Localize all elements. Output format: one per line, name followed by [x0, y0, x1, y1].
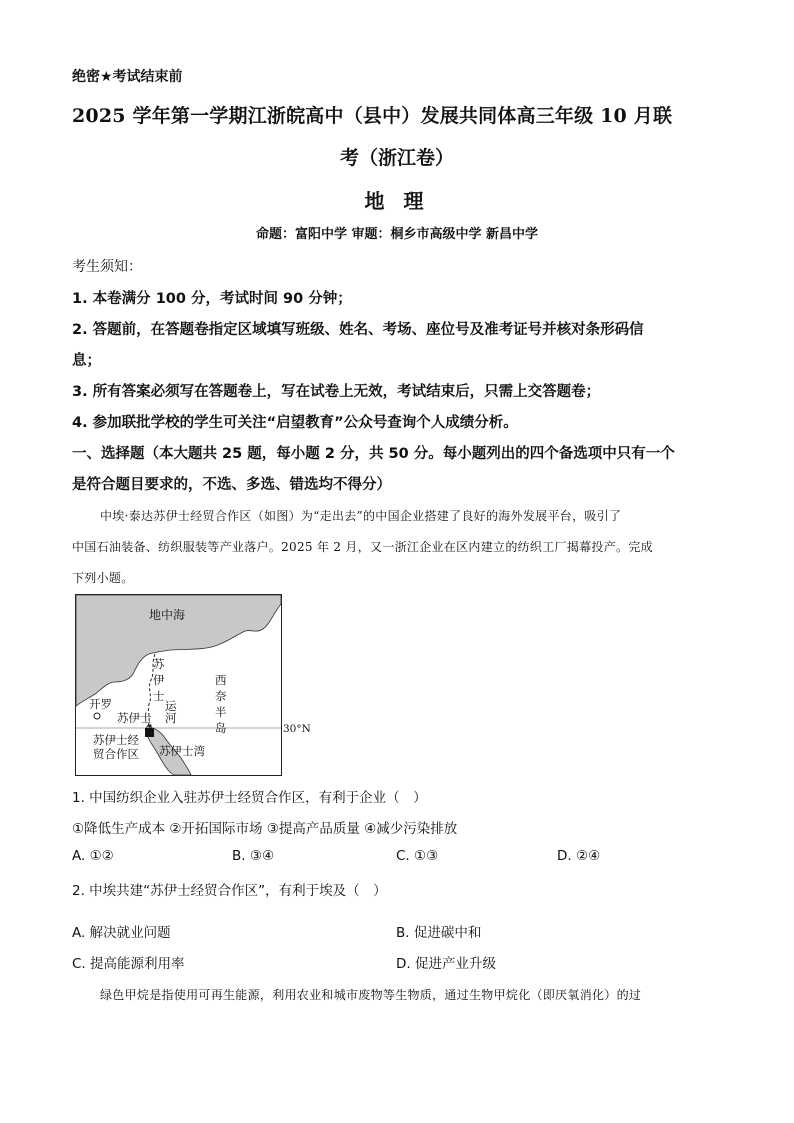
notice-item-2-cont: 息； — [72, 353, 101, 369]
label-canal-4: 运 — [165, 699, 177, 713]
q1-items: ①降低生产成本 ②开拓国际市场 ③提高产品质量 ④减少污染排放 — [72, 821, 458, 837]
label-canal-5: 河 — [165, 711, 177, 725]
label-zone-1: 苏伊士经 — [93, 733, 139, 747]
notice-item-1: 1. 本卷满分 100 分，考试时间 90 分钟； — [72, 291, 352, 307]
exam-title-line1: 2025 学年第一学期江浙皖高中（县中）发展共同体高三年级 10 月联 — [72, 105, 673, 127]
q2-option-d[interactable]: D. 促进产业升级 — [396, 956, 496, 972]
section-heading-cont: 是符合题目要求的，不选、多选、错选均不得分） — [72, 477, 391, 493]
label-canal-1: 苏 — [153, 657, 165, 671]
label-cairo: 开罗 — [89, 697, 112, 711]
q2-option-a[interactable]: A. 解决就业问题 — [72, 925, 171, 941]
passage2-line1: 绿色甲烷是指使用可再生能源，利用农业和城市废物等生物质，通过生物甲烷化（即厌氧消化）的过 — [100, 988, 642, 1002]
trade-zone-marker — [145, 728, 154, 737]
label-sinai-4: 岛 — [215, 721, 227, 735]
q1-option-c[interactable]: C. ①③ — [396, 848, 439, 864]
section-heading: 一、选择题（本大题共 25 题，每小题 2 分，共 50 分。每小题列出的四个备选项中只有一个 — [72, 446, 675, 462]
passage1-line2: 中国石油装备、纺织服装等产业落户。2025 年 2 月，又一浙江企业在区内建立的纺织工厂揭幕投产。完成 — [72, 540, 653, 554]
q2-option-b[interactable]: B. 促进碳中和 — [396, 925, 482, 941]
notice-heading: 考生须知： — [72, 259, 142, 275]
confidential-label: 绝密★考试结束前 — [72, 69, 183, 85]
notice-item-4: 4. 参加联批学校的学生可关注“启望教育”公众号查询个人成绩分析。 — [72, 415, 518, 431]
notice-item-3: 3. 所有答案必须写在答题卷上，写在试卷上无效，考试结束后，只需上交答题卷； — [72, 384, 601, 400]
passage1-line1: 中埃·泰达苏伊士经贸合作区（如图）为“走出去”的中国企业搭建了良好的海外发展平台，吸引了 — [100, 509, 622, 523]
label-sinai-1: 西 — [215, 673, 227, 687]
notice-item-2: 2. 答题前，在答题卷指定区域填写班级、姓名、考场、座位号及准考证号并核对条形码信 — [72, 322, 644, 338]
label-gulf: 苏伊士湾 — [159, 744, 205, 758]
label-sinai-3: 半 — [215, 705, 227, 719]
cairo-marker — [94, 713, 100, 719]
label-zone-2: 贸合作区 — [93, 747, 139, 761]
label-canal-3: 士 — [153, 689, 165, 703]
passage1-line3: 下列小题。 — [72, 571, 134, 585]
label-suez: 苏伊士 — [117, 711, 152, 725]
q2-stem: 2. 中埃共建“苏伊士经贸合作区”，有利于埃及（ ） — [72, 883, 387, 899]
q2-option-c[interactable]: C. 提高能源利用率 — [72, 956, 185, 972]
q1-option-d[interactable]: D. ②④ — [557, 848, 601, 864]
exam-title-line2: 考（浙江卷） — [339, 147, 454, 169]
subject-title: 地 理 — [364, 189, 430, 213]
label-latitude: 30°N — [283, 723, 311, 735]
label-sea: 地中海 — [149, 608, 186, 622]
label-sinai-2: 奈 — [215, 689, 227, 703]
q1-stem: 1. 中国纺织企业入驻苏伊士经贸合作区，有利于企业（ ） — [72, 790, 427, 806]
q1-option-a[interactable]: A. ①② — [72, 848, 114, 864]
label-canal-2: 伊 — [153, 673, 165, 687]
q1-option-b[interactable]: B. ③④ — [232, 848, 275, 864]
suez-map — [75, 594, 315, 776]
authors-line: 命题：富阳中学 审题：桐乡市高级中学 新昌中学 — [255, 227, 539, 242]
